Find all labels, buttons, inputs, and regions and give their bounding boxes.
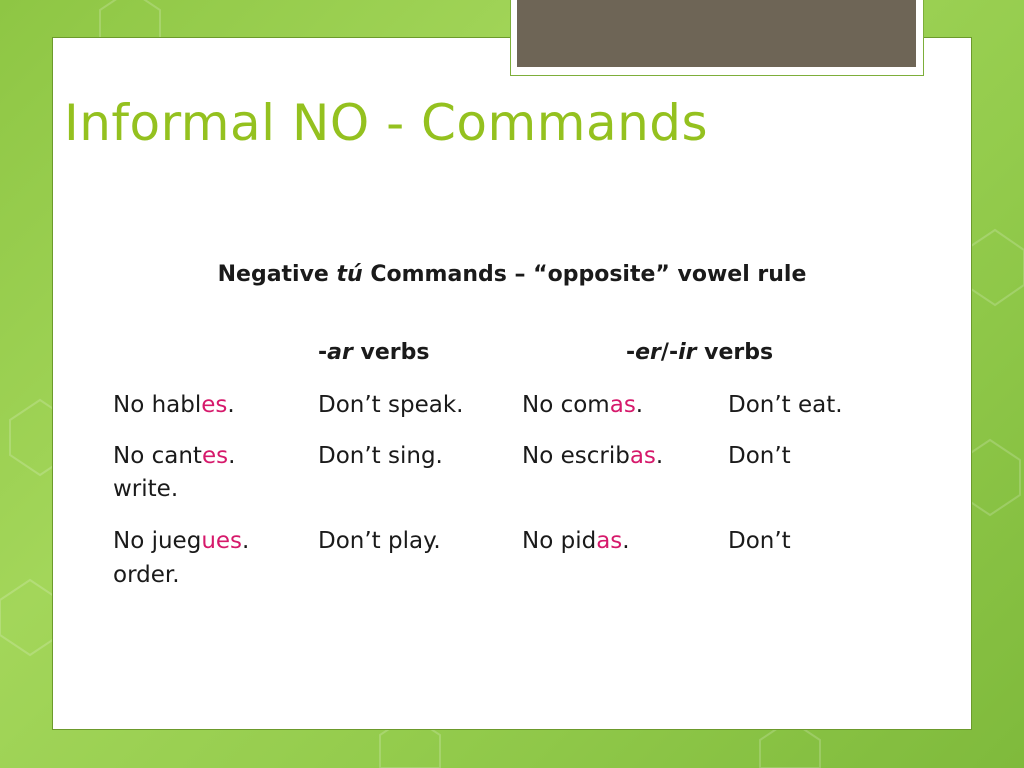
header-ar-prefix: -: [318, 340, 328, 365]
ar-stem: No habl: [113, 392, 202, 418]
ar-stem: No jueg: [113, 528, 202, 554]
accent-block: [517, 0, 916, 67]
er-ending: as: [629, 443, 656, 469]
ar-translation-3: Don’t play.: [318, 528, 441, 554]
er-translation-2-wrap: write.: [113, 476, 179, 502]
ar-ending: es: [201, 392, 228, 418]
ar-command-2: [113, 443, 235, 469]
ar-punct: .: [242, 528, 250, 554]
er-translation-3: Don’t: [728, 528, 791, 554]
ar-punct: .: [228, 443, 236, 469]
header-erir-suffix: verbs: [696, 340, 774, 365]
er-punct: .: [635, 392, 644, 418]
ar-ending: es: [201, 443, 229, 469]
er-command-1: [522, 392, 643, 418]
header-erir-middle: /-: [660, 340, 679, 365]
ar-stem: No cant: [113, 443, 202, 469]
er-command-3: [522, 528, 630, 554]
subtitle-prefix: Negative: [217, 262, 337, 287]
header-erir-italic-ir: ir: [678, 340, 697, 365]
ar-command-3: [113, 528, 249, 554]
ar-translation-1: Don’t speak.: [318, 392, 464, 418]
header-ar-italic: ar: [327, 340, 353, 365]
ar-ending: ues: [201, 528, 243, 554]
ar-command-1: [113, 392, 235, 418]
subtitle-suffix: Commands – “opposite” vowel rule: [362, 262, 807, 287]
column-header-er-ir-verbs: [626, 340, 773, 365]
header-erir-prefix: -: [626, 340, 636, 365]
er-translation-1: Don’t eat.: [728, 392, 843, 418]
ar-punct: .: [227, 392, 235, 418]
er-ending: as: [596, 528, 623, 554]
ar-translation-2: Don’t sing.: [318, 443, 443, 469]
column-header-ar-verbs: [318, 340, 429, 365]
table-subtitle: [52, 262, 972, 287]
er-translation-2: Don’t: [728, 443, 791, 469]
er-punct: .: [622, 528, 630, 554]
er-stem: No com: [522, 392, 610, 418]
header-erir-italic-er: er: [635, 340, 661, 365]
er-stem: No escrib: [522, 443, 630, 469]
er-command-2: [522, 443, 663, 469]
er-ending: as: [609, 392, 636, 418]
er-punct: .: [655, 443, 664, 469]
slide-title: Informal NO - Commands: [64, 94, 709, 152]
er-translation-3-wrap: order.: [113, 562, 180, 588]
er-stem: No pid: [522, 528, 597, 554]
subtitle-italic: tú: [336, 262, 363, 287]
header-ar-suffix: verbs: [352, 340, 430, 365]
